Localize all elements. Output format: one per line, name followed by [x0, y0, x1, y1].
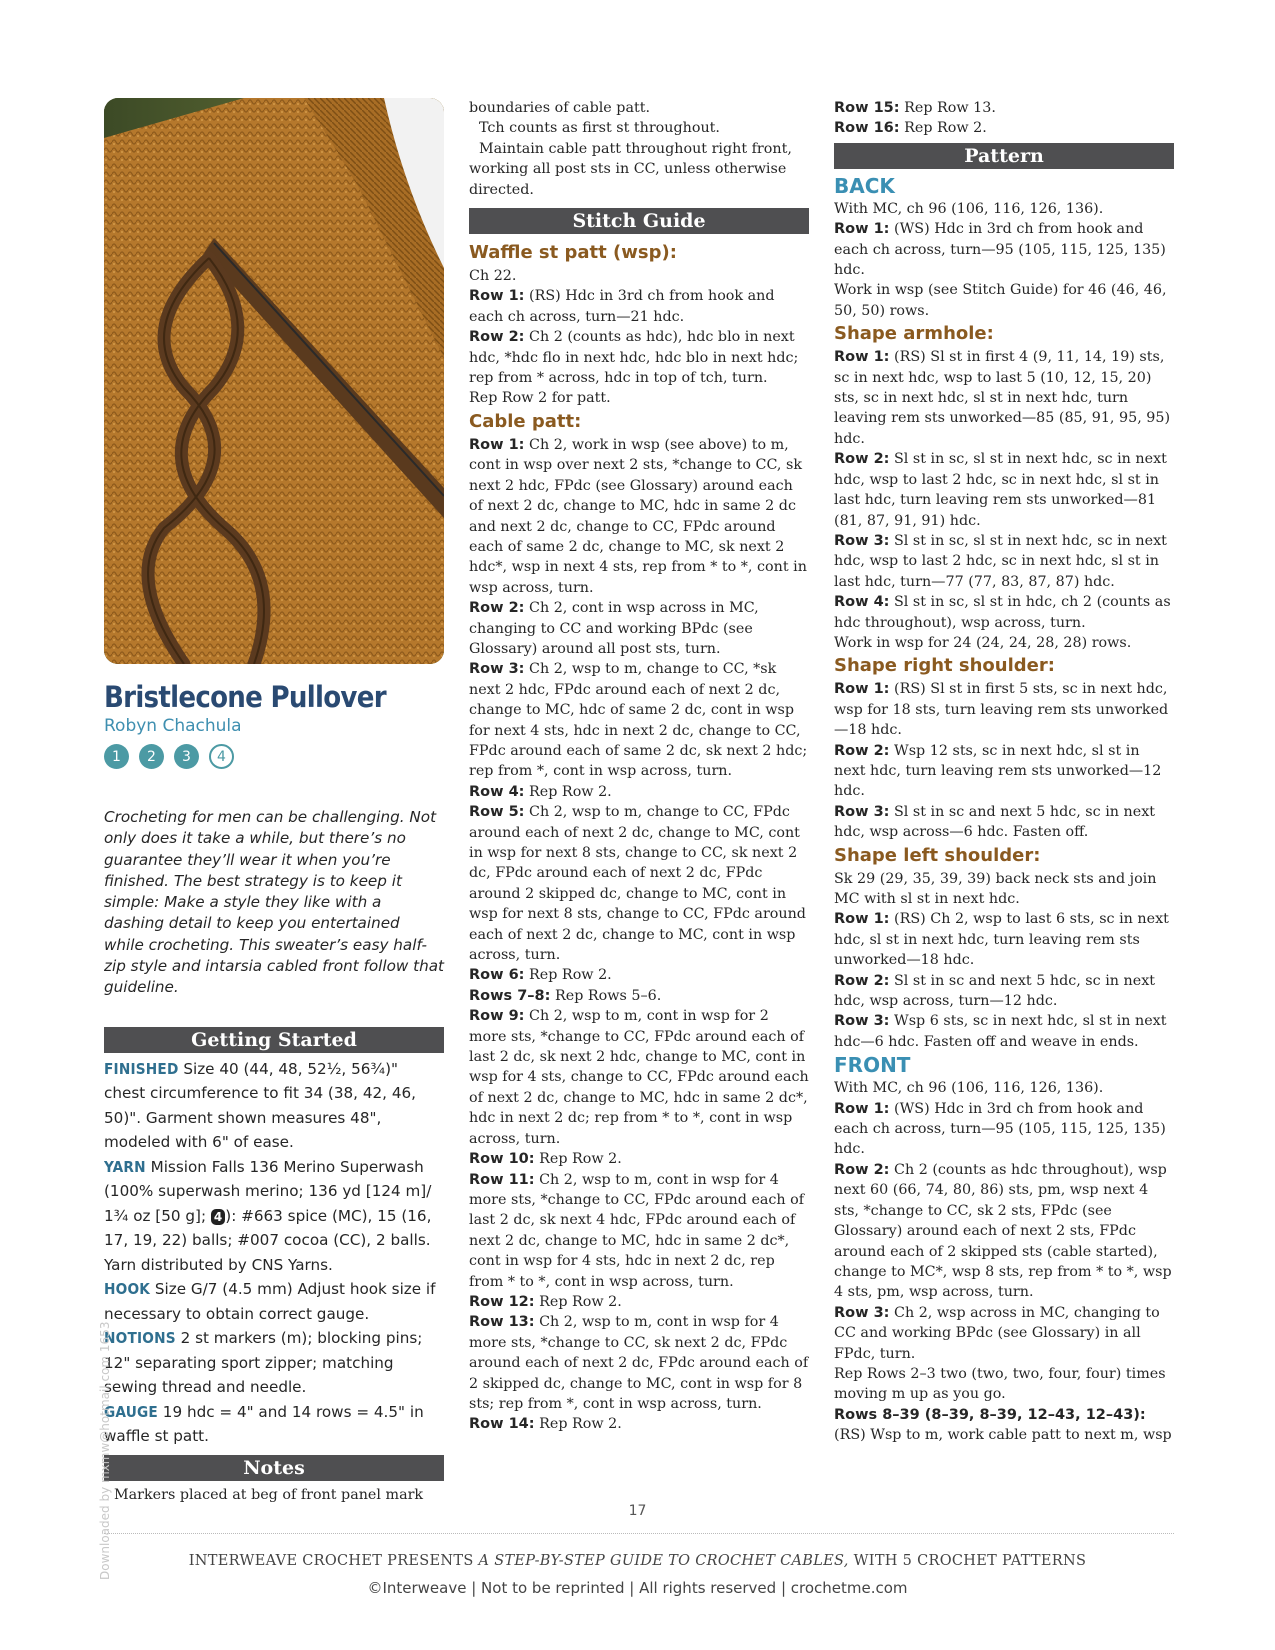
column-middle	[469, 98, 809, 1435]
left-shoulder-intro: Sk 29 (29, 35, 39, 39) back neck sts and join MC with sl st in next hdc.	[834, 870, 1157, 907]
hook-label: HOOK	[104, 1280, 151, 1299]
finished-spec: FINISHED Size 40 (44, 48, 52½, 56¾)" chest circumference to fit 34 (38, 42, 46, 50)". Garment shown measures 48", modeled with 6" of ease.	[104, 1059, 416, 1152]
cable-row: Row 16: Rep Row 2.	[834, 120, 987, 137]
cable-row: Row 5: Ch 2, wsp to m, change to CC, FPdc around each of next 2 dc, change to MC, cont in wsp for next 8 sts, change to CC, sk next 2 dc, FPdc around each of next 2 dc, FPdc around 2 skipped dc, change to MC, cont in wsp for next 8 sts, change to CC, FPdc around each of next 2 dc, change to MC, cont in wsp across, turn.	[469, 804, 806, 964]
notes-line-4: Maintain cable patt throughout right front, working all post sts in CC, unless otherwise directed.	[469, 140, 792, 198]
yarn-label: YARN	[104, 1157, 146, 1176]
right-shoulder-row: Row 1: (RS) Sl st in first 5 sts, sc in next hdc, wsp for 18 sts, turn leaving rem sts unworked—18 hdc.	[834, 681, 1169, 739]
front-heading: FRONT	[834, 1053, 911, 1078]
gauge-label: GAUGE	[104, 1402, 158, 1421]
right-shoulder-row: Row 2: Wsp 12 sts, sc in next hdc, sl st in next hdc, turn leaving rem sts unworked—12 hdc.	[834, 742, 1162, 800]
armhole-heading: Shape armhole:	[834, 323, 994, 345]
front-row: Row 2: Ch 2 (counts as hdc throughout), wsp next 60 (66, 74, 80, 86) sts, pm, wsp next 4 sts, *change to CC, sk 2 sts, FPdc (see Glossary) around each of next 2 sts, FPdc around each of 2 skipped sts (cable started), change to MC*, wsp 8 sts, rep from * to *, wsp 4 sts, pm, wsp across, turn.	[834, 1161, 1172, 1301]
front-row: Row 1: (WS) Hdc in 3rd ch from hook and each ch across, turn—95 (105, 115, 125, 135) hdc.	[834, 1100, 1166, 1158]
intro-paragraph: Crocheting for men can be challenging. Not only does it take a while, but there’s no guarantee they’ll wear it when you’re finished. The best strategy is to keep it simple: Make a style they like with a dashing detail to keep you entertained while crocheting. This sweater’s easy half-zip style and intarsia cabled front follow that guideline.	[104, 808, 445, 997]
skill-level-4: 4	[209, 744, 234, 769]
column-left	[104, 98, 444, 1505]
download-watermark: Downloaded by mxmw@hotmail.com 1653	[98, 1321, 112, 1580]
footer-divider	[104, 1533, 1174, 1534]
waffle-rep: Rep Row 2 for patt.	[469, 390, 611, 407]
footer-title: INTERWEAVE CROCHET PRESENTS A STEP-BY-STEP GUIDE TO CROCHET CABLES, WITH 5 CROCHET PATTERNS	[188, 1553, 1087, 1569]
front-row-last: Rows 8–39 (8–39, 8–39, 12–43, 12–43): (RS) Wsp to m, work cable patt to next m, wsp	[834, 1406, 1172, 1444]
notes-heading: Notes	[104, 1455, 444, 1481]
back-work: Work in wsp (see Stitch Guide) for 46 (46, 46, 50, 50) rows.	[834, 282, 1167, 319]
cable-row: Row 6: Rep Row 2.	[469, 967, 612, 984]
getting-started-heading: Getting Started	[104, 1027, 444, 1053]
cable-row: Row 3: Ch 2, wsp to m, change to CC, *sk next 2 hdc, FPdc around each of next 2 dc, change to MC, hdc of same 2 dc, cont in wsp for next 4 sts, hdc in next 2 dc, change to CC, FPdc around each of same 2 dc, sk next 2 hdc; rep from *, cont in wsp across, turn.	[469, 661, 808, 780]
waffle-row: Row 2: Ch 2 (counts as hdc), hdc blo in next hdc, *hdc flo in next hdc, hdc blo in next hdc; rep from * across, hdc in top of tch, turn.	[469, 329, 799, 387]
page-number: 17	[628, 1503, 647, 1519]
left-shoulder-row: Row 3: Wsp 6 sts, sc in next hdc, sl st in next hdc—6 hdc. Fasten off and weave in ends.	[834, 1013, 1167, 1050]
notions-label: NOTIONS	[104, 1329, 176, 1348]
armhole-row: Row 3: Sl st in sc, sl st in next hdc, sc in next hdc, wsp to last 2 hdc, sc in next hdc, sl st in last hdc, turn—77 (77, 83, 87, 87) hdc.	[834, 532, 1167, 590]
finished-label: FINISHED	[104, 1059, 179, 1078]
front-row: Row 3: Ch 2, wsp across in MC, changing to CC and working BPdc (see Glossary) in all FPdc, turn.	[834, 1304, 1160, 1362]
cable-row: Row 10: Rep Row 2.	[469, 1151, 622, 1168]
pattern-heading: Pattern	[834, 143, 1174, 169]
left-shoulder-row: Row 2: Sl st in sc and next 5 hdc, sc in next hdc, wsp across, turn—12 hdc.	[834, 972, 1156, 1010]
cable-row: Row 1: Ch 2, work in wsp (see above) to m, cont in wsp over next 2 sts, *change to CC, sk next 2 hdc, FPdc (see Glossary) around each of next 2 dc, change to MC, hdc in same 2 dc and next 2 dc, change to CC, FPdc around each of same 2 dc, change to MC, sk next 2 hdc*, wsp in next 4 sts, rep from * to *, cont in wsp across, turn.	[469, 436, 807, 596]
cable-row: Row 13: Ch 2, wsp to m, cont in wsp for 4 more sts, *change to CC, sk next 2 dc, FPdc around each of next 2 dc, FPdc around each of 2 skipped dc, change to MC, cont in wsp for 8 sts; rep from *, cont in wsp across, turn.	[469, 1314, 809, 1412]
footer-copyright: ©Interweave | Not to be reprinted | All rights reserved | crochetme.com	[367, 1579, 908, 1597]
cable-row: Row 9: Ch 2, wsp to m, cont in wsp for 2 more sts, *change to CC, FPdc around each of last 2 dc, sk next 2 hdc, change to MC, cont in wsp for 4 sts, change to CC, FPdc around each of next 2 dc, change to MC, hdc in same 2 dc*, hdc in next 2 dc; rep from * to *, cont in wsp across, turn.	[469, 1008, 809, 1147]
left-shoulder-heading: Shape left shoulder:	[834, 844, 1041, 866]
notes-line-1: Markers placed at beg of front panel mark	[114, 1486, 424, 1503]
skill-levels	[104, 744, 444, 769]
yarn-spec: YARN Mission Falls 136 Merino Superwash (100% superwash merino; 136 yd [124 m]/ 1¾ oz [50 g]; 4 ): #663 spice (MC), 15 (16, 17, 19, 22) balls; #007 cocoa (CC), 2 balls. Yarn distributed by CNS Yarns.	[104, 1157, 432, 1274]
notions-spec: NOTIONS 2 st markers (m); blocking pins; 12" separating sport zipper; matching sewing thread and needle.	[104, 1329, 423, 1397]
armhole-row: Row 4: Sl st in sc, sl st in hdc, ch 2 (counts as hdc throughout), wsp across, turn.	[834, 594, 1171, 631]
back-intro: With MC, ch 96 (106, 116, 126, 136).	[834, 200, 1104, 217]
stitch-guide-heading: Stitch Guide	[469, 208, 809, 234]
column-right	[834, 98, 1174, 1446]
cable-row: Row 2: Ch 2, cont in wsp across in MC, changing to CC and working BPdc (see Glossary) around all post sts, turn.	[469, 600, 759, 657]
waffle-heading: Waffle st patt (wsp):	[469, 242, 677, 264]
pattern-title: Bristlecone Pullover	[104, 680, 386, 714]
skill-level-1: 1	[104, 744, 129, 769]
cable-row: Row 4: Rep Row 2.	[469, 783, 612, 800]
front-intro: With MC, ch 96 (106, 116, 126, 136).	[834, 1080, 1104, 1097]
notes-line-3: Tch counts as first st throughout.	[479, 120, 720, 137]
cable-row: Row 14: Rep Row 2.	[469, 1416, 622, 1433]
yarn-weight-icon: 4	[211, 1209, 225, 1225]
back-row: Row 1: (WS) Hdc in 3rd ch from hook and each ch across, turn—95 (105, 115, 125, 135) hdc.	[834, 221, 1166, 279]
skill-level-2: 2	[139, 744, 164, 769]
getting-started-body	[104, 1057, 444, 1449]
armhole-row: Row 1: (RS) Sl st in first 4 (9, 11, 14, 19) sts, sc in next hdc, wsp to last 5 (10, 12, 15, 20) sts, sc in next hdc, sl st in next hdc, turn leaving rem sts unworked—85 (85, 91, 95, 95) hdc.	[834, 349, 1171, 447]
back-heading: BACK	[834, 173, 895, 198]
cable-row: Row 12: Rep Row 2.	[469, 1293, 622, 1310]
pullover-photo	[104, 98, 444, 664]
left-shoulder-row: Row 1: (RS) Ch 2, wsp to last 6 sts, sc in next hdc, sl st in next hdc, turn leaving rem sts unworked—18 hdc.	[834, 911, 1169, 969]
skill-level-3: 3	[174, 744, 199, 769]
pattern-author: Robyn Chachula	[104, 716, 242, 736]
front-rep: Rep Rows 2–3 two (two, two, four, four) times moving m up as you go.	[834, 1365, 1166, 1403]
waffle-ch: Ch 22.	[469, 268, 517, 285]
right-shoulder-heading: Shape right shoulder:	[834, 655, 1055, 677]
pullover-illustration	[104, 98, 444, 664]
waffle-row: Row 1: (RS) Hdc in 3rd ch from hook and each ch across, turn—21 hdc.	[469, 288, 775, 325]
cable-row: Row 15: Rep Row 13.	[834, 100, 996, 116]
armhole-row: Row 2: Sl st in sc, sl st in next hdc, sc in next hdc, wsp to last 2 hdc, sc in next hdc, sl st in last hdc, turn leaving rem sts unworked—81 (81, 87, 91, 91) hdc.	[834, 451, 1167, 529]
cable-row: Row 11: Ch 2, wsp to m, cont in wsp for 4 more sts, *change to CC, FPdc around each of last 2 dc, sk next 4 hdc, FPdc around each of next 2 dc, change to MC, hdc in same 2 dc*, cont in wsp for 4 sts, hdc in next 2 dc, rep from * to *, cont in wsp across, turn.	[469, 1171, 805, 1290]
gauge-spec: GAUGE 19 hdc = 4" and 14 rows = 4.5" in waffle st patt.	[104, 1402, 424, 1446]
right-shoulder-row: Row 3: Sl st in sc and next 5 hdc, sc in next hdc, wsp across—6 hdc. Fasten off.	[834, 803, 1156, 841]
hook-spec: HOOK Size G/7 (4.5 mm) Adjust hook size if necessary to obtain correct gauge.	[104, 1280, 436, 1323]
notes-line-2: boundaries of cable patt.	[469, 100, 651, 116]
cable-row: Rows 7–8: Rep Rows 5–6.	[469, 987, 662, 1004]
cable-heading: Cable patt:	[469, 410, 582, 432]
armhole-work: Work in wsp for 24 (24, 24, 28, 28) rows.	[834, 634, 1132, 651]
